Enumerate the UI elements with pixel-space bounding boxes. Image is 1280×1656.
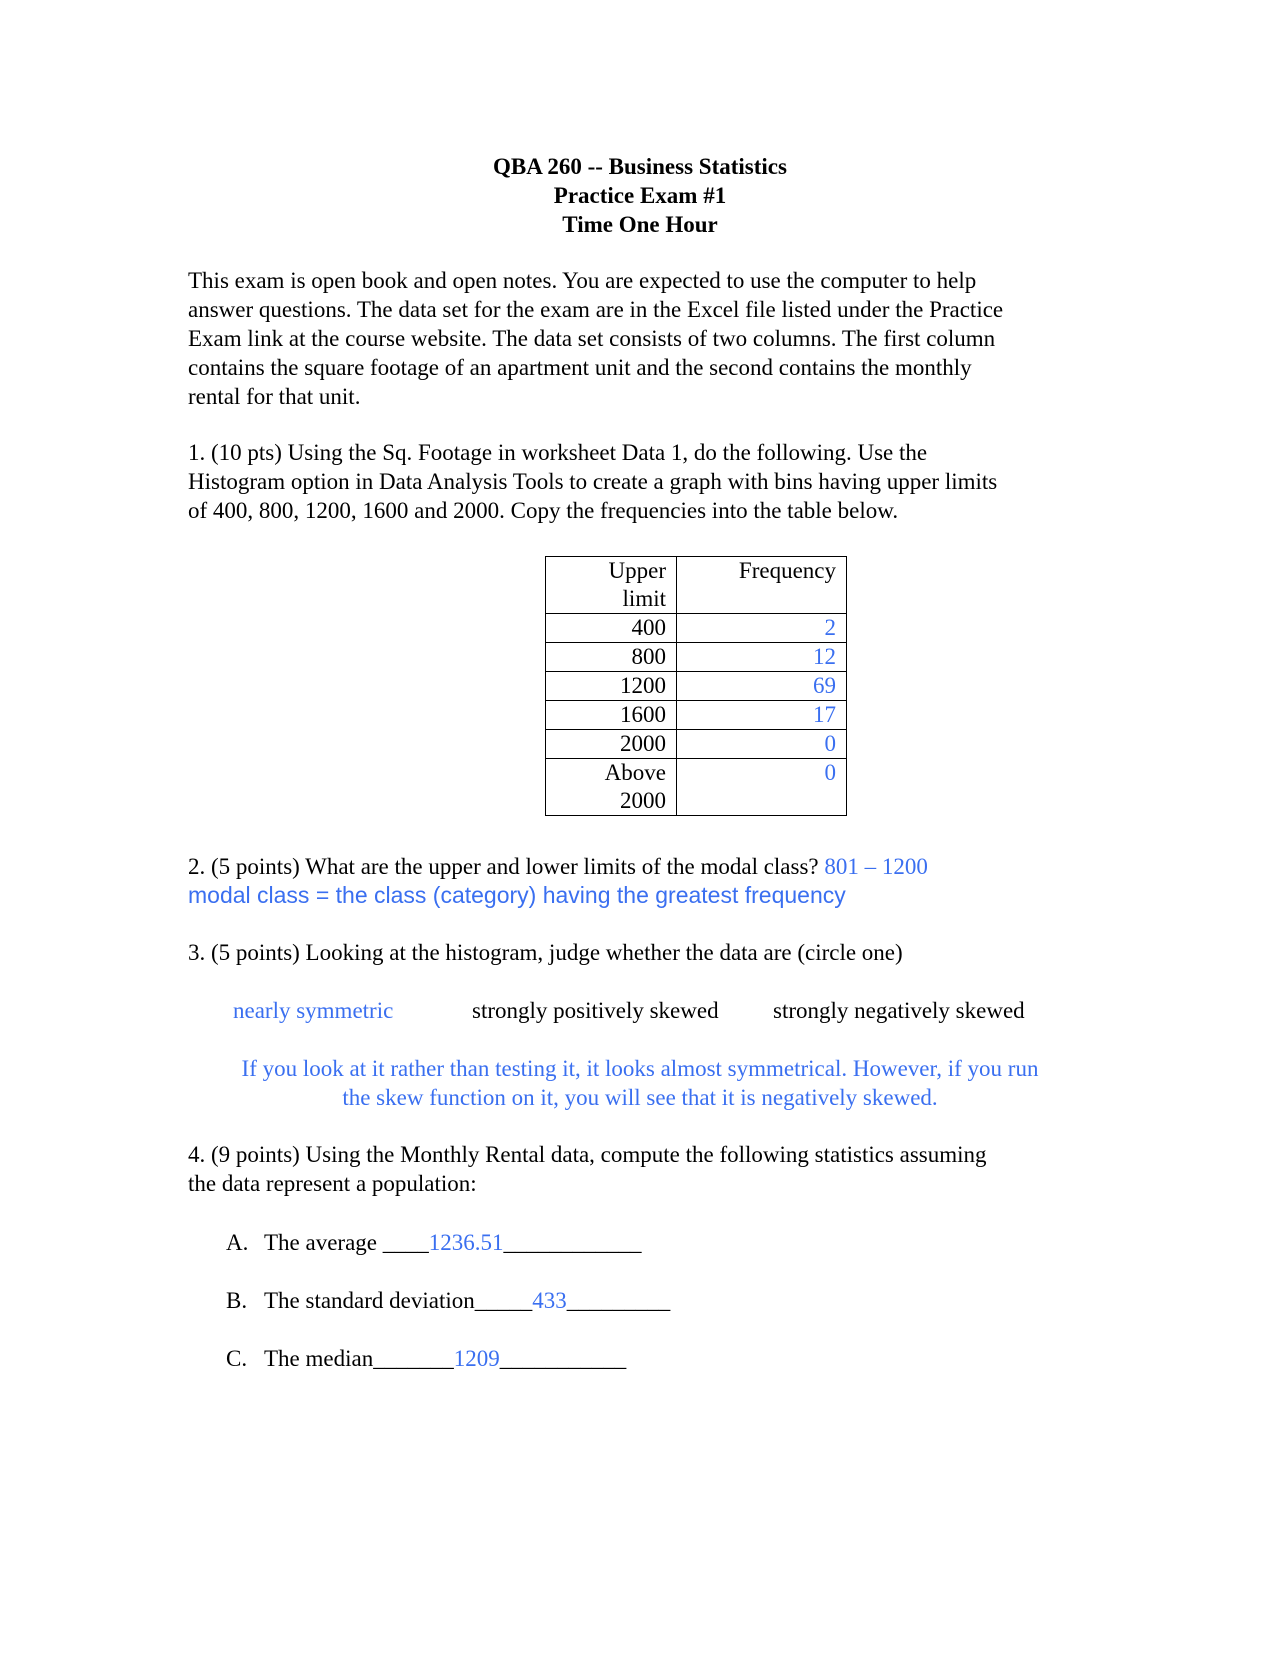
answer-blank: _______ [373, 1346, 454, 1371]
exam-title: Practice Exam #1 [553, 183, 727, 208]
table-row [546, 759, 847, 816]
answer-blank: ____________ [503, 1230, 642, 1255]
average-answer: 1236.51 [428, 1230, 504, 1255]
upper-limit-cell [546, 759, 677, 816]
stat-label: The average [264, 1230, 378, 1255]
skew-explanation-line: the skew function on it, you will see that it is negatively skewed. [342, 1085, 938, 1110]
instructions-line: answer questions. The data set for the exam are in the Excel file listed under the Practice [188, 297, 1004, 322]
frequency-cell: 0 [677, 759, 847, 816]
upper-limit-cell: 1600 [546, 701, 677, 730]
choice-negatively-skewed: strongly negatively skewed [773, 998, 1025, 1023]
question-1 [188, 438, 1108, 525]
modal-class-answer: 801 – 1200 [824, 854, 928, 879]
stat-letter: C. [226, 1346, 248, 1371]
frequency-cell: 0 [677, 730, 847, 759]
header-upper-limit-line1: Upper [608, 558, 666, 583]
table-row [546, 701, 847, 730]
time-limit: Time One Hour [562, 212, 718, 237]
instructions-line: contains the square footage of an apartment unit and the second contains the monthly [188, 355, 972, 380]
table-row [546, 730, 847, 759]
question-4 [188, 1140, 1108, 1198]
upper-limit-cell: 800 [546, 643, 677, 672]
stat-standard-deviation [226, 1286, 670, 1315]
question-3-text: 3. (5 points) Looking at the histogram, judge whether the data are (circle one) [188, 940, 903, 965]
frequency-cell: 2 [677, 614, 847, 643]
answer-blank: _____ [474, 1288, 533, 1313]
frequency-cell: 69 [677, 672, 847, 701]
question-4-line: 4. (9 points) Using the Monthly Rental data, compute the following statistics assuming [188, 1142, 987, 1167]
median-answer: 1209 [453, 1346, 500, 1371]
frequency-cell: 12 [677, 643, 847, 672]
table-header-row [546, 557, 847, 614]
instructions-paragraph [188, 266, 1108, 411]
answer-blank: ___________ [499, 1346, 627, 1371]
answer-blank: _________ [566, 1288, 671, 1313]
instructions-line: rental for that unit. [188, 384, 361, 409]
stat-median [226, 1344, 626, 1373]
upper-limit-cell: 400 [546, 614, 677, 643]
header-frequency: Frequency [677, 557, 847, 614]
upper-limit-cell: 2000 [546, 730, 677, 759]
question-1-line: of 400, 800, 1200, 1600 and 2000. Copy the frequencies into the table below. [188, 498, 899, 523]
course-title: QBA 260 -- Business Statistics [493, 154, 787, 179]
header-upper-limit [546, 557, 677, 614]
upper-limit-above-line2: 2000 [620, 788, 666, 813]
question-1-line: Histogram option in Data Analysis Tools to create a graph with bins having upper limits [188, 469, 998, 494]
modal-class-note: modal class = the class (category) having the greatest frequency [188, 882, 846, 908]
instructions-line: Exam link at the course website. The data set consists of two columns. The first column [188, 326, 996, 351]
stat-label: The median [264, 1346, 374, 1371]
choice-positively-skewed: strongly positively skewed [472, 998, 719, 1023]
skew-explanation-line: If you look at it rather than testing it, it looks almost symmetrical. However, if you run [241, 1056, 1039, 1081]
standard-deviation-answer: 433 [532, 1288, 567, 1313]
frequency-cell: 17 [677, 701, 847, 730]
question-1-line: 1. (10 pts) Using the Sq. Footage in worksheet Data 1, do the following. Use the [188, 440, 928, 465]
frequency-table [545, 556, 847, 816]
table-row [546, 614, 847, 643]
stat-letter: A. [226, 1230, 249, 1255]
stat-average [226, 1228, 642, 1257]
answer-blank: ____ [377, 1230, 429, 1255]
question-2 [188, 852, 1108, 910]
question-3 [188, 938, 1108, 967]
header-upper-limit-line2: limit [622, 586, 666, 611]
stat-letter: B. [226, 1288, 248, 1313]
upper-limit-above-line1: Above [604, 760, 666, 785]
choice-nearly-symmetric: nearly symmetric [233, 998, 394, 1023]
exam-header [0, 152, 1280, 239]
skew-explanation [150, 1054, 1130, 1112]
question-2-text: 2. (5 points) What are the upper and lower limits of the modal class? [188, 854, 819, 879]
question-2-line [188, 852, 1108, 881]
table-row [546, 643, 847, 672]
upper-limit-cell: 1200 [546, 672, 677, 701]
instructions-line: This exam is open book and open notes. You are expected to use the computer to help [188, 268, 977, 293]
stat-label: The standard deviation [264, 1288, 475, 1313]
question-4-line: the data represent a population: [188, 1171, 477, 1196]
table-row [546, 672, 847, 701]
